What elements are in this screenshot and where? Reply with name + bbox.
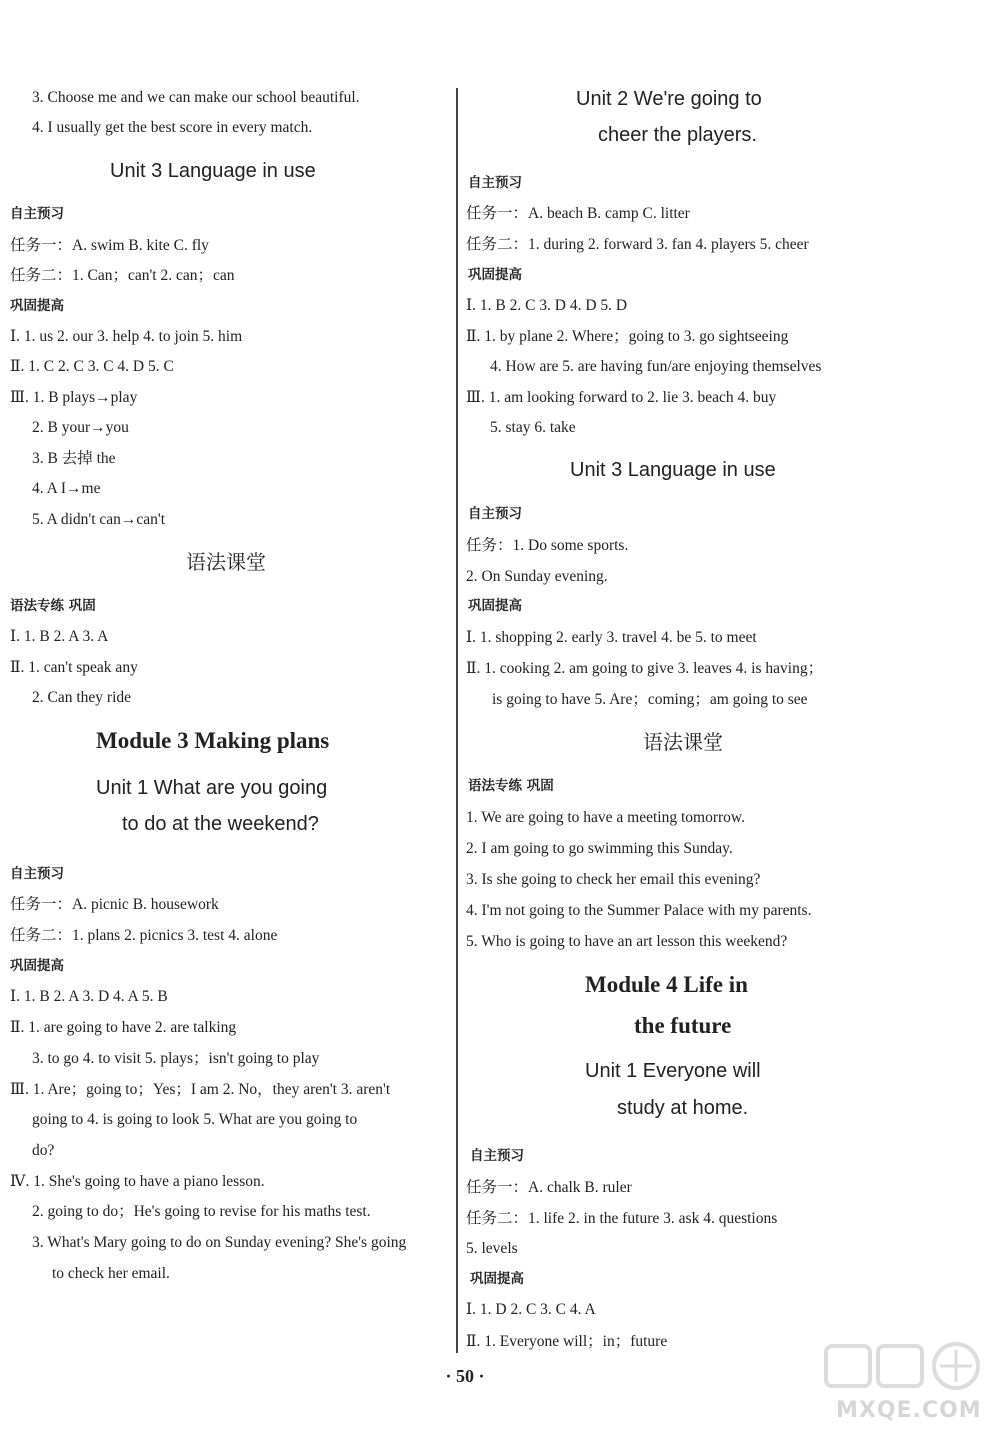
answer-line: 2. Can they ride: [32, 689, 132, 706]
answer-line: 任务一：A. beach B. camp C. litter: [466, 205, 690, 222]
answer-line: Ⅲ. 1. Are；going to；Yes；I am 2. No，they aren't 3. aren't: [10, 1081, 391, 1098]
watermark-text: MXQE.COM: [836, 1398, 982, 1423]
answer-line: Ⅰ. 1. D 2. C 3. C 4. A: [466, 1301, 596, 1318]
grammar-heading: 语法课堂: [186, 550, 266, 574]
section-heading: 自主预习: [10, 206, 64, 222]
answer-line: 3. B 去掉 the: [32, 450, 116, 467]
answer-line: Ⅳ. 1. She's going to have a piano lesson.: [10, 1173, 265, 1190]
answer-line: 2. B your→you: [32, 419, 129, 436]
answer-line: 2. On Sunday evening.: [466, 568, 608, 585]
unit-title: Unit 2 We're going to: [576, 88, 762, 110]
answer-line: 3. What's Mary going to do on Sunday evening? She's going: [32, 1234, 407, 1251]
section-heading: 巩固提高: [468, 598, 522, 614]
answer-line: Ⅱ. 1. C 2. C 3. C 4. D 5. C: [10, 358, 174, 375]
answer-line: 任务一：A. swim B. kite C. fly: [10, 237, 209, 254]
answer-line: 2. going to do；He's going to revise for his maths test.: [32, 1203, 371, 1220]
answer-line: 1. We are going to have a meeting tomorrow.: [466, 809, 745, 826]
answer-line: 2. I am going to go swimming this Sunday.: [466, 840, 733, 857]
section-heading: 巩固提高: [468, 267, 522, 283]
page-number: · 50 ·: [445, 1366, 485, 1386]
section-heading: 自主预习: [470, 1148, 524, 1164]
answer-line: 5. A didn't can→can't: [32, 511, 166, 528]
answer-line: do?: [32, 1142, 55, 1159]
section-heading: 自主预习: [468, 175, 522, 191]
section-heading: 自主预习: [10, 866, 64, 882]
section-heading: 自主预习: [468, 506, 522, 522]
answer-line: Ⅱ. 1. cooking 2. am going to give 3. leaves 4. is having；: [466, 660, 824, 677]
answer-line: 任务：1. Do some sports.: [466, 537, 629, 554]
answer-line: 5. levels: [466, 1240, 518, 1257]
section-heading: 语法专练 巩固: [468, 778, 554, 794]
answer-line: 任务二：1. plans 2. picnics 3. test 4. alone: [10, 927, 278, 944]
answer-line: Ⅲ. 1. B plays→play: [10, 389, 138, 406]
unit-title: Unit 3 Language in use: [570, 459, 776, 481]
unit-title: study at home.: [617, 1097, 749, 1119]
answer-line: 任务二：1. Can；can't 2. can；can: [10, 267, 235, 284]
answer-line: to check her email.: [52, 1265, 170, 1282]
answer-line: Ⅱ. 1. can't speak any: [10, 659, 138, 676]
answer-line: Ⅰ. 1. B 2. A 3. D 4. A 5. B: [10, 988, 168, 1005]
module-title: Module 3 Making plans: [96, 728, 330, 753]
answer-line: 任务一：A. chalk B. ruler: [466, 1179, 632, 1196]
column-divider: [456, 88, 458, 1353]
unit-title: Unit 3 Language in use: [110, 160, 316, 182]
unit-title: cheer the players.: [598, 124, 757, 146]
answer-line: Ⅱ. 1. by plane 2. Where；going to 3. go sightseeing: [466, 328, 789, 345]
module-title: the future: [634, 1013, 732, 1038]
answer-line: Ⅱ. 1. Everyone will；in；future: [466, 1333, 668, 1350]
answer-line: 4. A I→me: [32, 480, 101, 497]
answer-line: 4. I'm not going to the Summer Palace with my parents.: [466, 902, 812, 919]
answer-line: 任务二：1. life 2. in the future 3. ask 4. questions: [466, 1210, 778, 1227]
answer-line: going to 4. is going to look 5. What are you going to: [32, 1111, 358, 1128]
answer-line: 任务二：1. during 2. forward 3. fan 4. players 5. cheer: [466, 236, 809, 253]
answer-line: Ⅰ. 1. us 2. our 3. help 4. to join 5. him: [10, 328, 243, 345]
answer-line: 3. Is she going to check her email this evening?: [466, 871, 761, 888]
unit-title: to do at the weekend?: [122, 813, 319, 835]
answer-line: Ⅰ. 1. B 2. C 3. D 4. D 5. D: [466, 297, 628, 314]
module-title: Module 4 Life in: [585, 972, 748, 997]
answer-line: is going to have 5. Are；coming；am going to see: [492, 691, 808, 708]
answer-line: 3. to go 4. to visit 5. plays；isn't going to play: [32, 1050, 320, 1067]
answer-line: 任务一：A. picnic B. housework: [10, 896, 219, 913]
section-heading: 巩固提高: [470, 1271, 524, 1287]
answer-line: 3. Choose me and we can make our school beautiful.: [32, 89, 360, 106]
unit-title: Unit 1 Everyone will: [585, 1060, 761, 1082]
answer-line: 4. I usually get the best score in every match.: [32, 119, 313, 136]
answer-line: Ⅰ. 1. B 2. A 3. A: [10, 628, 109, 645]
answer-line: 5. stay 6. take: [490, 419, 576, 436]
answer-line: Ⅱ. 1. are going to have 2. are talking: [10, 1019, 237, 1036]
answer-line: 5. Who is going to have an art lesson this weekend?: [466, 933, 788, 950]
answer-line: Ⅲ. 1. am looking forward to 2. lie 3. beach 4. buy: [466, 389, 777, 406]
answer-line: 4. How are 5. are having fun/are enjoying themselves: [490, 358, 822, 375]
unit-title: Unit 1 What are you going: [96, 777, 328, 799]
answer-line: Ⅰ. 1. shopping 2. early 3. travel 4. be 5. to meet: [466, 629, 757, 646]
section-heading: 巩固提高: [10, 958, 64, 974]
section-heading: 巩固提高: [10, 298, 64, 314]
section-heading: 语法专练 巩固: [10, 598, 96, 614]
grammar-heading: 语法课堂: [643, 730, 723, 754]
